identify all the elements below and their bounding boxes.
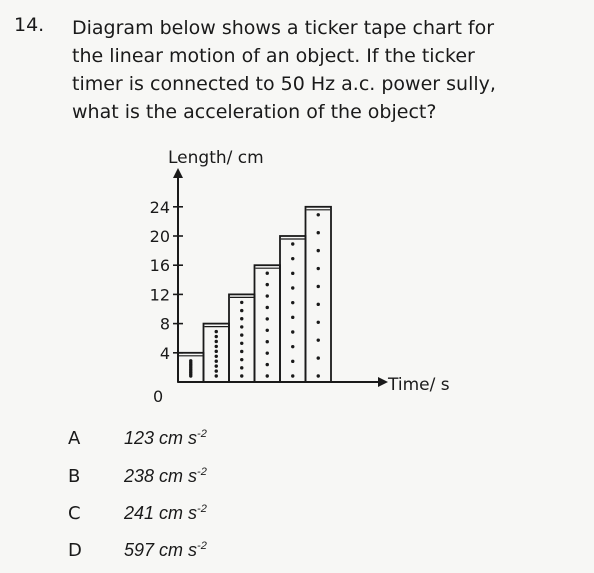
ticker-dot-4-2: [266, 283, 269, 286]
ticker-dot-4-5: [266, 317, 269, 320]
ticker-dot-5-6: [291, 316, 294, 319]
question-line-4: what is the acceleration of the object?: [72, 101, 437, 123]
ticker-dot-2-8: [215, 364, 218, 367]
ticker-dot-2-3: [215, 340, 218, 343]
x-axis-label: Time/ s: [388, 375, 450, 395]
option-exp-c: -2: [197, 503, 207, 515]
ticker-dot-4-10: [266, 374, 269, 377]
ticker-dot-3-8: [240, 358, 243, 361]
ticker-dot-6-6: [317, 303, 320, 306]
ticker-dot-4-1: [266, 272, 269, 275]
ticker-dot-4-7: [266, 340, 269, 343]
ticker-dot-5-5: [291, 301, 294, 304]
option-letter-d: D: [68, 540, 82, 561]
ticker-dot-4-3: [266, 294, 269, 297]
option-exp-a: -2: [197, 428, 207, 440]
ticker-dot-5-10: [291, 374, 294, 377]
ticker-dot-6-5: [317, 285, 320, 288]
ticker-dot-2-7: [215, 360, 218, 363]
ticker-dot-6-9: [317, 356, 320, 359]
ticker-dot-4-6: [266, 329, 269, 332]
ticker-dot-3-2: [240, 309, 243, 312]
ticker-dot-5-8: [291, 345, 294, 348]
option-value-b[interactable]: [124, 466, 207, 487]
ticker-dot-5-3: [291, 272, 294, 275]
ticker-dot-2-4: [215, 345, 218, 348]
option-text-d: 597 cm s: [124, 540, 198, 560]
ticker-dot-2-9: [215, 369, 218, 372]
ticker-dot-6-8: [317, 338, 320, 341]
x-axis-arrow: [378, 377, 388, 387]
ticker-dot-3-5: [240, 333, 243, 336]
option-letter-a: A: [68, 428, 81, 449]
ticker-dot-2-2: [215, 335, 218, 338]
y-tick-label-4: 4: [159, 343, 170, 363]
ticker-dot-3-10: [240, 374, 243, 377]
ticker-dot-6-1: [317, 213, 320, 216]
ticker-dot-5-7: [291, 330, 294, 333]
y-axis-label: Length/ cm: [168, 148, 264, 168]
ticker-dot-2-1: [215, 330, 218, 333]
ticker-dot-3-9: [240, 366, 243, 369]
ticker-dot-2-6: [215, 355, 218, 358]
ticker-dot-5-9: [291, 360, 294, 363]
option-text-c: 241 cm s: [124, 503, 198, 523]
ticker-dot-2-5: [215, 350, 218, 353]
option-text-b: 238 cm s: [124, 466, 198, 486]
ticker-dot-4-9: [266, 363, 269, 366]
y-axis-arrow: [173, 168, 183, 178]
y-tick-label-20: 20: [149, 227, 170, 246]
option-exp-b: -2: [197, 466, 207, 478]
ticker-dot-4-4: [266, 306, 269, 309]
ticker-dot-3-7: [240, 350, 243, 353]
ticker-dot-6-3: [317, 249, 320, 252]
y-tick-label-12: 12: [149, 285, 170, 305]
option-letter-c: C: [68, 503, 81, 524]
ticker-dot-6-7: [317, 321, 320, 324]
ticker-dot-3-1: [240, 301, 243, 304]
option-exp-d: -2: [197, 540, 207, 552]
y-tick-label-24: 24: [149, 197, 170, 217]
ticker-dot-6-4: [317, 267, 320, 270]
ticker-dot-6-10: [317, 374, 320, 377]
question-line-1: Diagram below shows a ticker tape chart for: [72, 17, 495, 39]
ticker-dot-6-2: [317, 231, 320, 234]
ticker-dot-3-4: [240, 325, 243, 328]
ticker-dot-4-8: [266, 351, 269, 354]
option-letter-b: B: [68, 466, 81, 487]
ticker-dot-3-6: [240, 342, 243, 345]
ticker-dot-5-2: [291, 257, 294, 260]
ticker-dot-3-3: [240, 317, 243, 320]
origin-label: 0: [153, 387, 164, 406]
option-text-a: 123 cm s: [124, 428, 198, 448]
y-tick-label-16: 16: [149, 256, 170, 276]
question-line-2: the linear motion of an object. If the ticker: [72, 45, 475, 67]
ticker-dot-5-4: [291, 286, 294, 289]
ticker-dot-2-10: [215, 374, 218, 377]
question-number: 14.: [14, 14, 45, 36]
y-tick-label-8: 8: [159, 314, 170, 334]
ticker-dot-5-1: [291, 242, 294, 245]
ticker-dot-1-10: [189, 374, 192, 377]
option-value-d[interactable]: [124, 540, 207, 561]
option-value-a[interactable]: [124, 428, 207, 449]
question-line-3: timer is connected to 50 Hz a.c. power sully,: [72, 73, 496, 95]
option-value-c[interactable]: [124, 503, 207, 524]
